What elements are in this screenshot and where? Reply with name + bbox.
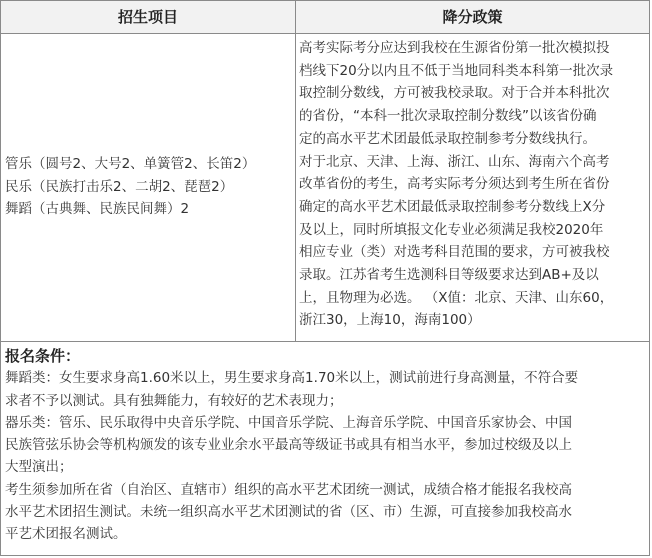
policy-line: 对于北京、天津、上海、浙江、山东、海南六个高考	[299, 153, 610, 170]
policy-line: 确定的高水平艺术团最低录取控制参考分数线上X分	[299, 198, 606, 215]
requirements-cell	[5, 345, 649, 546]
policy-line: 浙江30，上海10，海南100）	[299, 312, 481, 329]
project-line: 民乐（民族打击乐2、二胡2、琵琶2）	[5, 178, 234, 195]
policy-line: 高考实际考分应达到我校在生源省份第一批次模拟投	[299, 40, 610, 56]
policy-line: 改革省份的考生，高考实际考分须达到考生所在省份	[299, 176, 610, 193]
policy-line: 录取。江苏省考生选测科目等级要求达到AB+及以	[299, 267, 599, 284]
requirement-line: 大型演出；	[5, 459, 73, 476]
project-line: 舞蹈（古典舞、民族民间舞）2	[5, 201, 190, 217]
policy-line: 上，且物理为必选。 （X值：北京、天津、山东60，	[299, 289, 614, 306]
policy-line: 定的高水平艺术团最低录取控制参考分数线执行。	[299, 130, 596, 147]
policy-line: 档线下20分以内且不低于当地同科类本科第一批次录	[299, 62, 614, 79]
policy-line: 相应专业（类）对选考科目范围的要求，方可被我校	[299, 244, 610, 261]
requirement-line: 舞蹈类：女生要求身高1.60米以上，男生要求身高1.70米以上，测试前进行身高测量，不符合要	[5, 370, 579, 387]
header-policy: 降分政策	[442, 8, 503, 26]
project-cell	[5, 153, 293, 221]
column-divider	[295, 1, 296, 341]
project-line: 管乐（圆号2、大号2、单簧管2、长笛2）	[5, 156, 256, 172]
policy-cell	[299, 37, 649, 332]
policy-line: 的省份，“本科一批次录取控制分数线”以该省份确	[299, 108, 597, 125]
row-divider	[1, 341, 649, 342]
policy-line: 取控制分数线，方可被我校录取。对于合并本科批次	[299, 85, 610, 102]
policy-line: 及以上，同时所填报文化专业必须满足我校2020年	[299, 221, 604, 238]
table-header-row	[1, 1, 649, 34]
header-project: 招生项目	[117, 8, 178, 26]
requirement-line: 求者不予以测试。具有独舞能力，有较好的艺术表现力；	[5, 392, 343, 409]
requirements-title: 报名条件：	[5, 347, 81, 365]
requirement-line: 考生须参加所在省（自治区、直辖市）组织的高水平艺术团统一测试，成绩合格才能报名我校高	[5, 481, 572, 498]
requirement-line: 平艺术团报名测试。	[5, 526, 127, 543]
requirement-line: 民族管弦乐协会等机构颁发的该专业业余水平最高等级证书或具有相当水平，参加过校级及以上	[5, 437, 572, 454]
requirement-line: 水平艺术团招生测试。未统一组织高水平艺术团测试的省（区、市）生源，可直接参加我校高水	[5, 504, 572, 521]
requirement-line: 器乐类：管乐、民乐取得中央音乐学院、中国音乐学院、上海音乐学院、中国音乐家协会、中国	[5, 414, 572, 431]
